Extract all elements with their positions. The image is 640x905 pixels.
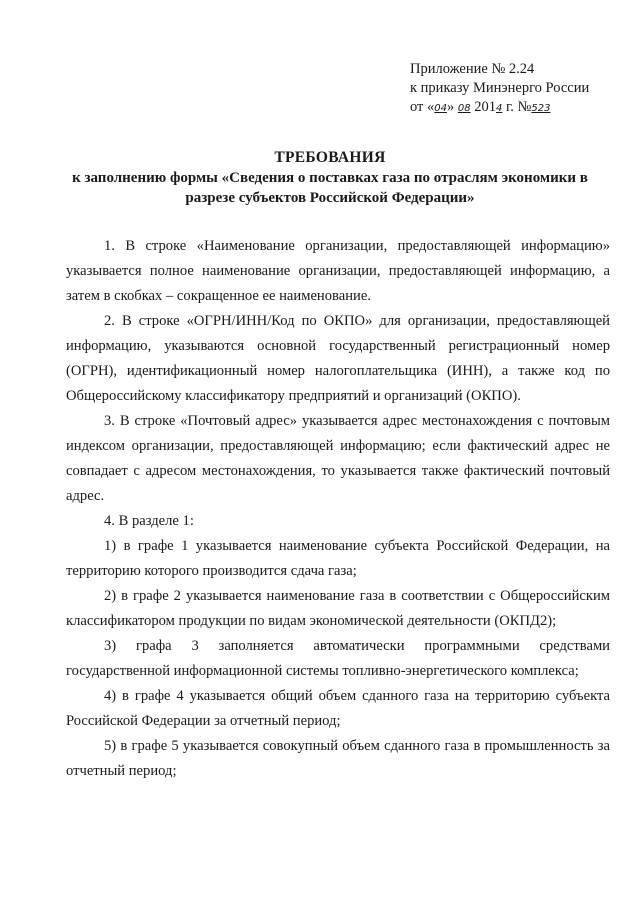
handwritten-year-digit: 4 bbox=[496, 103, 503, 114]
handwritten-month: 08 bbox=[457, 103, 471, 114]
appendix-header bbox=[410, 60, 630, 118]
paragraph-4-item-4: 4) в графе 4 указывается общий объем сданного газа на территорию субъекта Российской Федерации за отчетный период; bbox=[66, 688, 610, 729]
paragraph-4: 4. В разделе 1: bbox=[104, 513, 194, 529]
date-mid: » bbox=[447, 99, 458, 115]
year-prefix: 201 bbox=[470, 99, 496, 115]
date-prefix: от « bbox=[410, 99, 435, 115]
title-subtitle-line2: разрезе субъектов Российской Федерации» bbox=[185, 190, 475, 206]
paragraph-4-item-1: 1) в графе 1 указывается наименование субъекта Российской Федерации, на территорию которого производится сдача газа; bbox=[66, 538, 610, 579]
number-prefix: г. № bbox=[502, 99, 532, 115]
handwritten-order-number: 523 bbox=[531, 103, 551, 114]
paragraph-4-item-2: 2) в графе 2 указывается наименование газа в соответствии с Общероссийским классификатором продукции по видам экономической деятельности (ОКПД2); bbox=[66, 588, 610, 629]
document-title bbox=[40, 148, 620, 208]
appendix-date-number bbox=[410, 98, 630, 118]
appendix-order-ref: к приказу Минэнерго России bbox=[410, 80, 590, 96]
document-body bbox=[66, 234, 610, 784]
paragraph-1: 1. В строке «Наименование организации, предоставляющей информацию» указывается полное наименование организации, предоставляющей информацию, а затем в скобках – сокращенное ее наименование. bbox=[66, 238, 610, 304]
appendix-title: Приложение № 2.24 bbox=[410, 61, 535, 77]
handwritten-day: 04 bbox=[434, 103, 448, 114]
paragraph-3: 3. В строке «Почтовый адрес» указывается адрес местонахождения с почтовым индексом организации, предоставляющей информацию; если фактический адрес не совпадает с адресом местонахождения, то указывается также фактический почтовый адрес. bbox=[66, 413, 610, 504]
title-main: ТРЕБОВАНИЯ bbox=[274, 149, 386, 166]
paragraph-4-item-5: 5) в графе 5 указывается совокупный объем сданного газа в промышленность за отчетный период; bbox=[66, 738, 610, 779]
paragraph-4-item-3: 3) графа 3 заполняется автоматически программными средствами государственной информационной системы топливно-энергетического комплекса; bbox=[66, 638, 610, 679]
title-subtitle-line1: к заполнению формы «Сведения о поставках газа по отраслям экономики в bbox=[72, 170, 588, 186]
paragraph-2: 2. В строке «ОГРН/ИНН/Код по ОКПО» для организации, предоставляющей информацию, указываются основной государственный регистрационный номер (ОГРН), идентификационный номер налогоплательщика (ИНН), а также код по Общероссийскому классификатору предприятий и организаций (ОКПО). bbox=[66, 313, 610, 404]
